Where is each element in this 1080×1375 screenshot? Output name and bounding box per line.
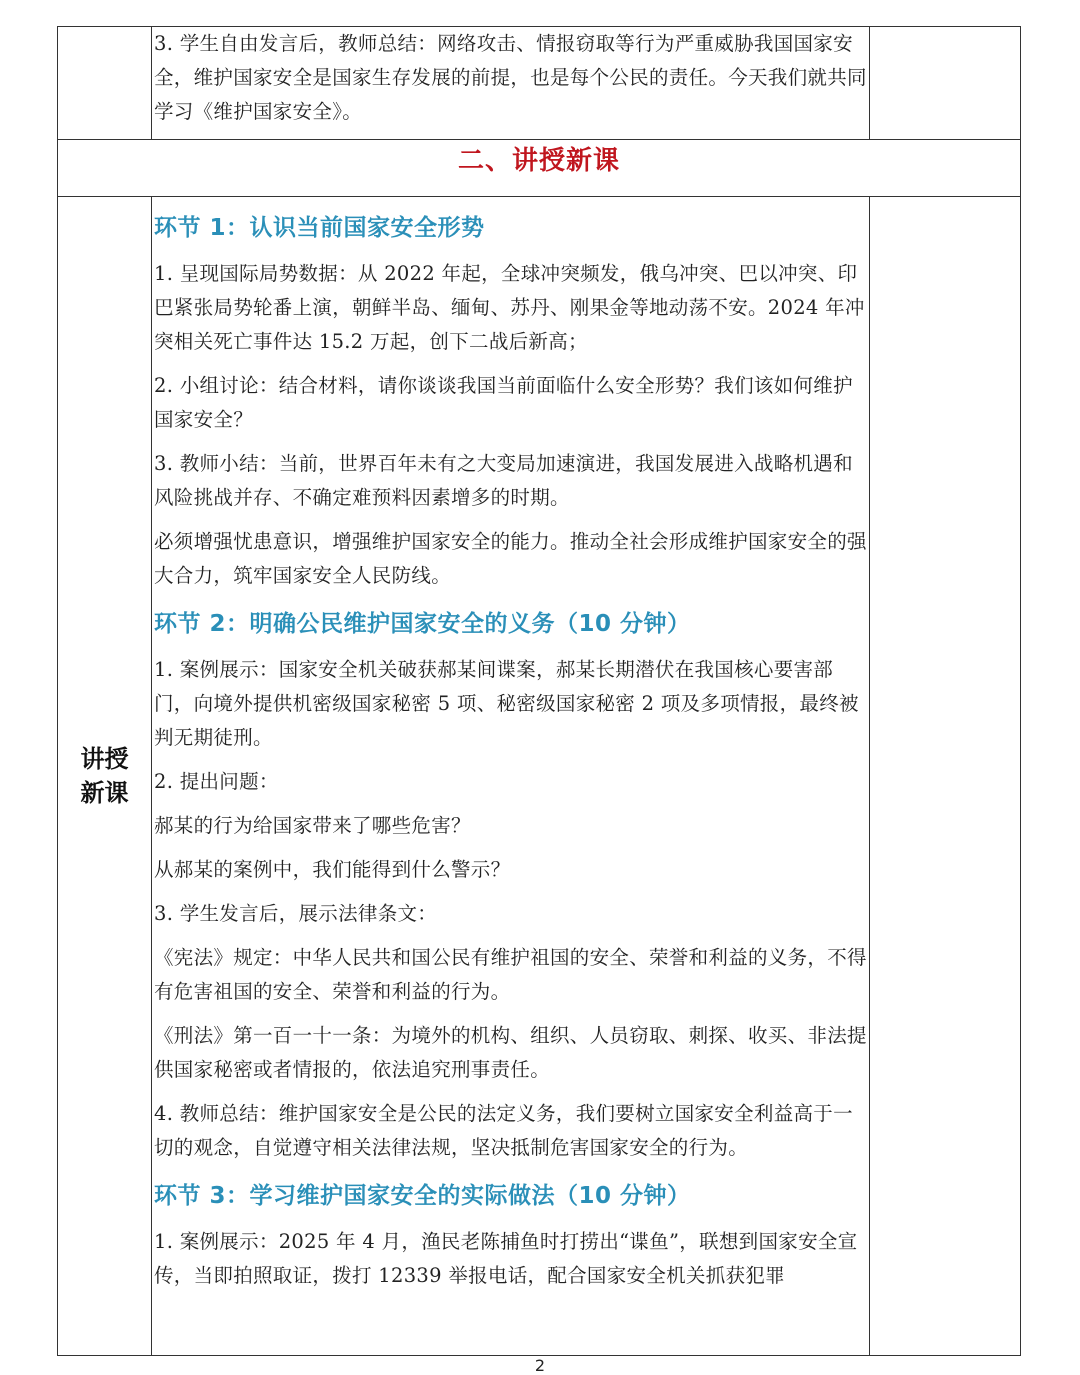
stage1-paragraph: 1. 呈现国际局势数据：从 2022 年起，全球冲突频发，俄乌冲突、巴以冲突、印巴紧张局势轮番上演，朝鲜半岛、缅甸、苏丹、刚果金等地动荡不安。2024 年冲突相关死亡事件达 15.2 万起，创下二战后新高；: [154, 262, 865, 353]
main-content-cell: [152, 197, 870, 1356]
intro-content-cell: [152, 27, 870, 140]
section-label-cell: [58, 197, 152, 1356]
intro-row: [58, 27, 1021, 140]
main-row: [58, 197, 1021, 1356]
stage1-paragraph: 3. 教师小结：当前，世界百年未有之大变局加速演进，我国发展进入战略机遇和风险挑战并存、不确定难预料因素增多的时期。: [154, 452, 853, 509]
stage2-paragraph: 郝某的行为给国家带来了哪些危害？: [154, 814, 471, 837]
stage2-paragraph: 《刑法》第一百一十一条：为境外的机构、组织、人员窃取、刺探、收买、非法提供国家秘密或者情报的，依法追究刑事责任。: [154, 1024, 867, 1081]
stage2-paragraph: 2. 提出问题：: [154, 770, 279, 793]
section-label-line1: 讲授: [80, 745, 129, 773]
stage2-paragraph: 1. 案例展示：国家安全机关破获郝某间谍案，郝某长期潜伏在我国核心要害部门，向境外提供机密级国家秘密 5 项、秘密级国家秘密 2 项及多项情报，最终被判无期徒刑。: [154, 658, 859, 749]
stage2-heading: 环节 2：明确公民维护国家安全的义务（10 分钟）: [154, 611, 691, 637]
stage2-paragraph: 4. 教师总结：维护国家安全是公民的法定义务，我们要树立国家安全利益高于一切的观念，自觉遵守相关法律法规，坚决抵制危害国家安全的行为。: [154, 1102, 853, 1159]
section-title: 二、讲授新课: [457, 146, 620, 176]
stage3-paragraph: 1. 案例展示：2025 年 4 月，渔民老陈捕鱼时打捞出“谍鱼”，联想到国家安全宣传，当即拍照取证，拨打 12339 举报电话，配合国家安全机关抓获犯罪: [154, 1230, 858, 1287]
intro-left-cell: [58, 27, 152, 140]
stage3-heading: 环节 3：学习维护国家安全的实际做法（10 分钟）: [154, 1183, 691, 1209]
intro-notes-cell: [870, 27, 1021, 140]
section-header-row: [58, 140, 1021, 197]
section-label-line2: 新课: [80, 779, 129, 807]
stage2-paragraph: 《宪法》规定：中华人民共和国公民有维护祖国的安全、荣誉和利益的义务，不得有危害祖国的安全、荣誉和利益的行为。: [154, 946, 867, 1003]
stage2-paragraph: 从郝某的案例中，我们能得到什么警示？: [154, 858, 511, 881]
lesson-plan-table: [57, 26, 1021, 1356]
stage2-paragraph: 3. 学生发言后，展示法律条文：: [154, 902, 438, 925]
stage1-paragraph: 必须增强忧患意识，增强维护国家安全的能力。推动全社会形成维护国家安全的强大合力，筑牢国家安全人民防线。: [154, 530, 867, 587]
page-number: 2: [534, 1356, 546, 1375]
section-header-cell: [58, 140, 1021, 197]
intro-paragraph: 3. 学生自由发言后，教师总结：网络攻击、情报窃取等行为严重威胁我国国家安全，维护国家安全是国家生存发展的前提，也是每个公民的责任。今天我们就共同学习《维护国家安全》。: [154, 32, 867, 123]
stage1-paragraph: 2. 小组讨论：结合材料，请你谈谈我国当前面临什么安全形势？我们该如何维护国家安全？: [154, 374, 853, 431]
main-notes-cell: [870, 197, 1021, 1356]
stage1-heading: 环节 1：认识当前国家安全形势: [154, 215, 485, 241]
